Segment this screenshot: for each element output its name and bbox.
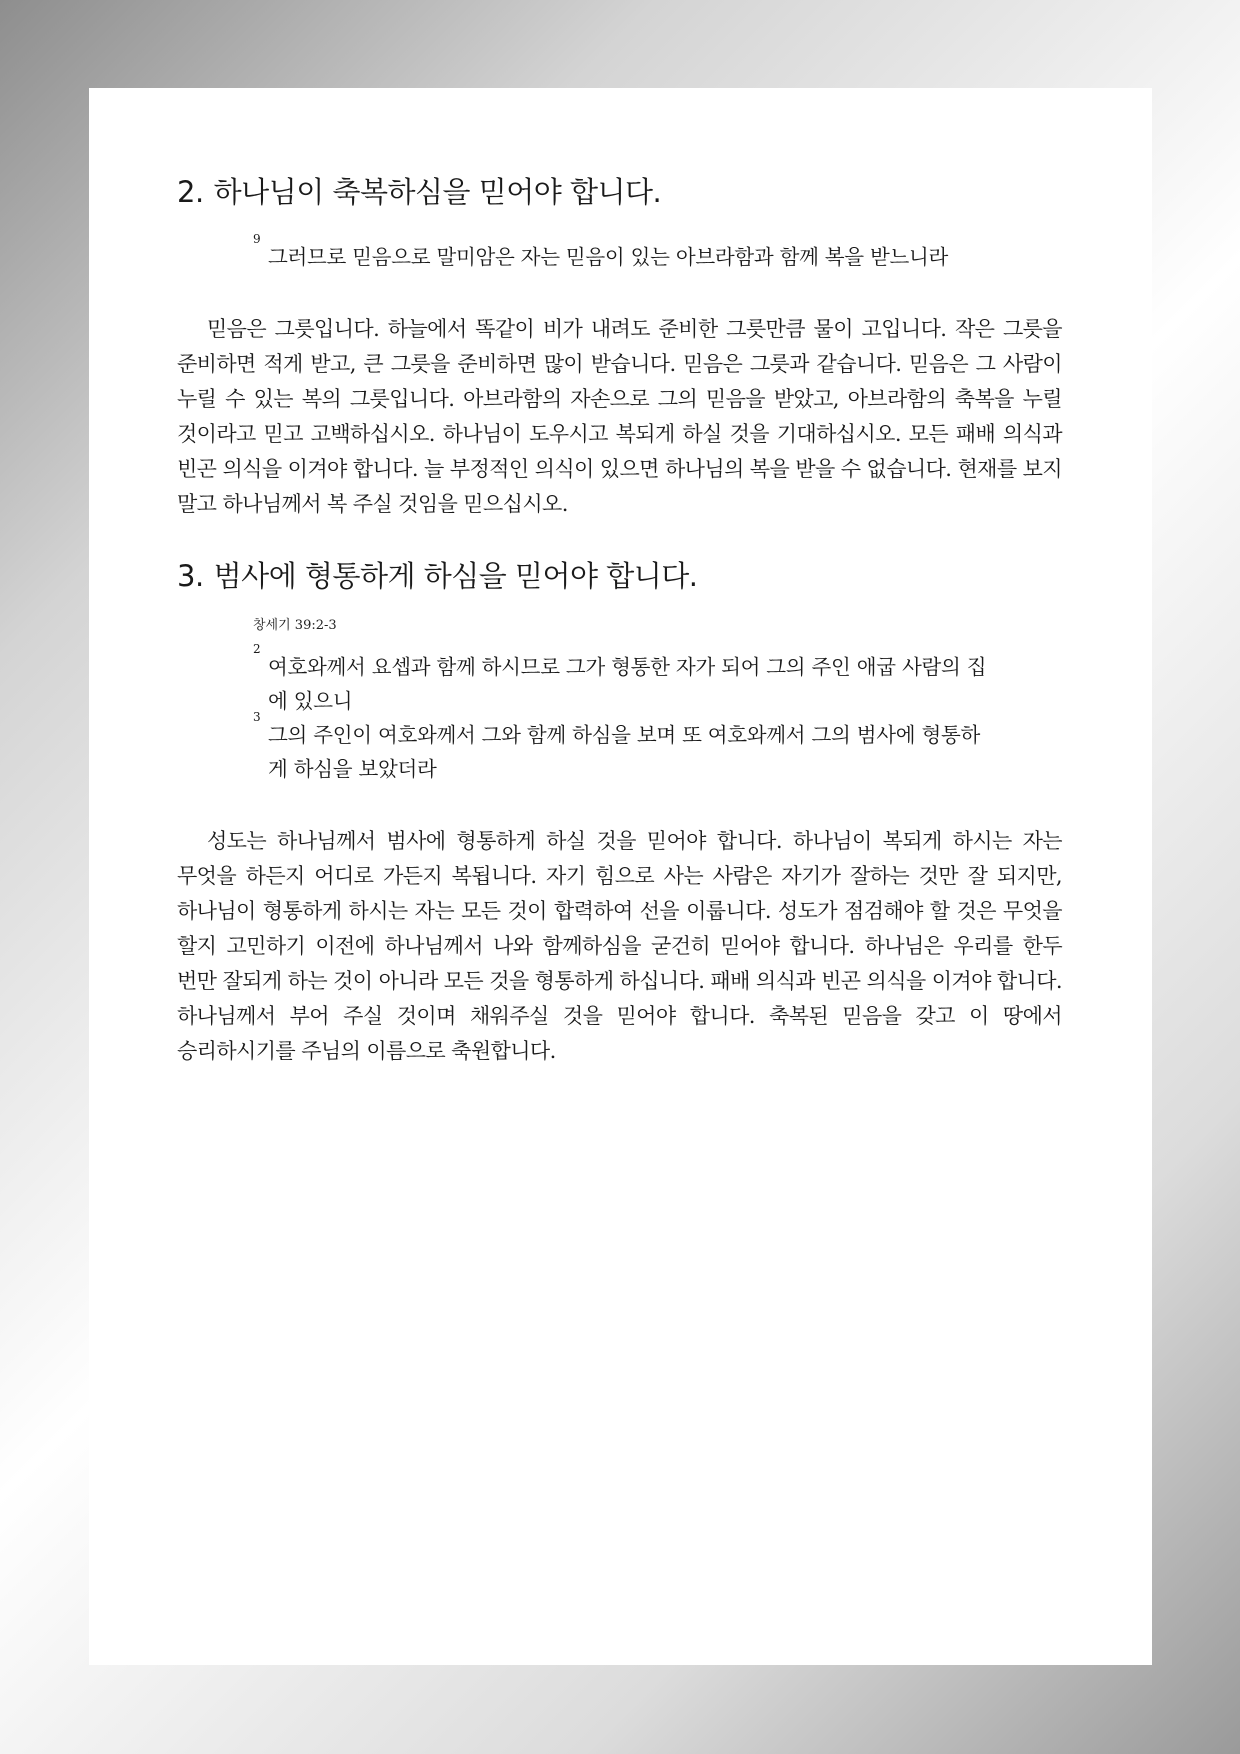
section-2-verse-block	[253, 232, 987, 274]
verse-number: 2	[253, 642, 261, 656]
section-2-number: 2.	[177, 175, 204, 209]
section-3-verse-block	[253, 642, 987, 786]
scripture-reference: 창세기 39:2-3	[253, 618, 337, 633]
section-3-paragraph: 성도는 하나님께서 범사에 형통하게 하실 것을 믿어야 합니다. 하나님이 복되게 하시는 자는 무엇을 하든지 어디로 가든지 복됩니다. 자기 힘으로 사는 사람은 자기가 잘하는 것만 잘 되지만, 하나님이 형통하게 하시는 자는 모든 것이 합력하여 선을 이룹니다. 성도가 점검해야 할 것은 무엇을 할지 고민하기 이전에 하나님께서 나와 함께하심을 굳건히 믿어야 합니다. 하나님은 우리를 한두 번만 잘되게 하는 것이 아니라 모든 것을 형통하게 하십니다. 패배 의식과 빈곤 의식을 이겨야 합니다. 하나님께서 부어 주실 것이며 채워주실 것을 믿어야 합니다. 축복된 믿음을 갖고 이 땅에서 승리하시기를 주님의 이름으로 축원합니다.	[177, 829, 1062, 1063]
document-page	[89, 88, 1152, 1665]
page-content	[177, 172, 1062, 1069]
verse-text: 여호와께서 요셉과 함께 하시므로 그가 형통한 자가 되어 그의 주인 애굽 사람의 집에 있으니	[268, 655, 987, 713]
verse-number: 9	[253, 232, 261, 246]
section-3-number: 3.	[177, 559, 204, 593]
section-3-title: 범사에 형통하게 하심을 믿어야 합니다.	[213, 559, 698, 593]
verse-3	[253, 710, 987, 786]
verse-number: 3	[253, 710, 261, 724]
section-3-heading	[177, 556, 1062, 596]
section-2-paragraph: 믿음은 그릇입니다. 하늘에서 똑같이 비가 내려도 준비한 그릇만큼 물이 고입니다. 작은 그릇을 준비하면 적게 받고, 큰 그릇을 준비하면 많이 받습니다. 믿음은 그릇과 같습니다. 믿음은 그 사람이 누릴 수 있는 복의 그릇입니다. 아브라함의 자손으로 그의 믿음을 받았고, 아브라함의 축복을 누릴 것이라고 믿고 고백하십시오. 하나님이 도우시고 복되게 하실 것을 기대하십시오. 모든 패배 의식과 빈곤 의식을 이겨야 합니다. 늘 부정적인 의식이 있으면 하나님의 복을 받을 수 없습니다. 현재를 보지 말고 하나님께서 복 주실 것임을 믿으십시오.	[177, 317, 1062, 516]
verse-text: 그의 주인이 여호와께서 그와 함께 하심을 보며 또 여호와께서 그의 범사에 형통하게 하심을 보았더라	[268, 723, 980, 781]
verse-2	[253, 642, 987, 718]
verse-text: 그러므로 믿음으로 말미암은 자는 믿음이 있는 아브라함과 함께 복을 받느니라	[268, 245, 949, 269]
section-2-title: 하나님이 축복하심을 믿어야 합니다.	[213, 175, 662, 209]
section-2-heading	[177, 172, 1062, 212]
verse-9	[253, 232, 987, 274]
